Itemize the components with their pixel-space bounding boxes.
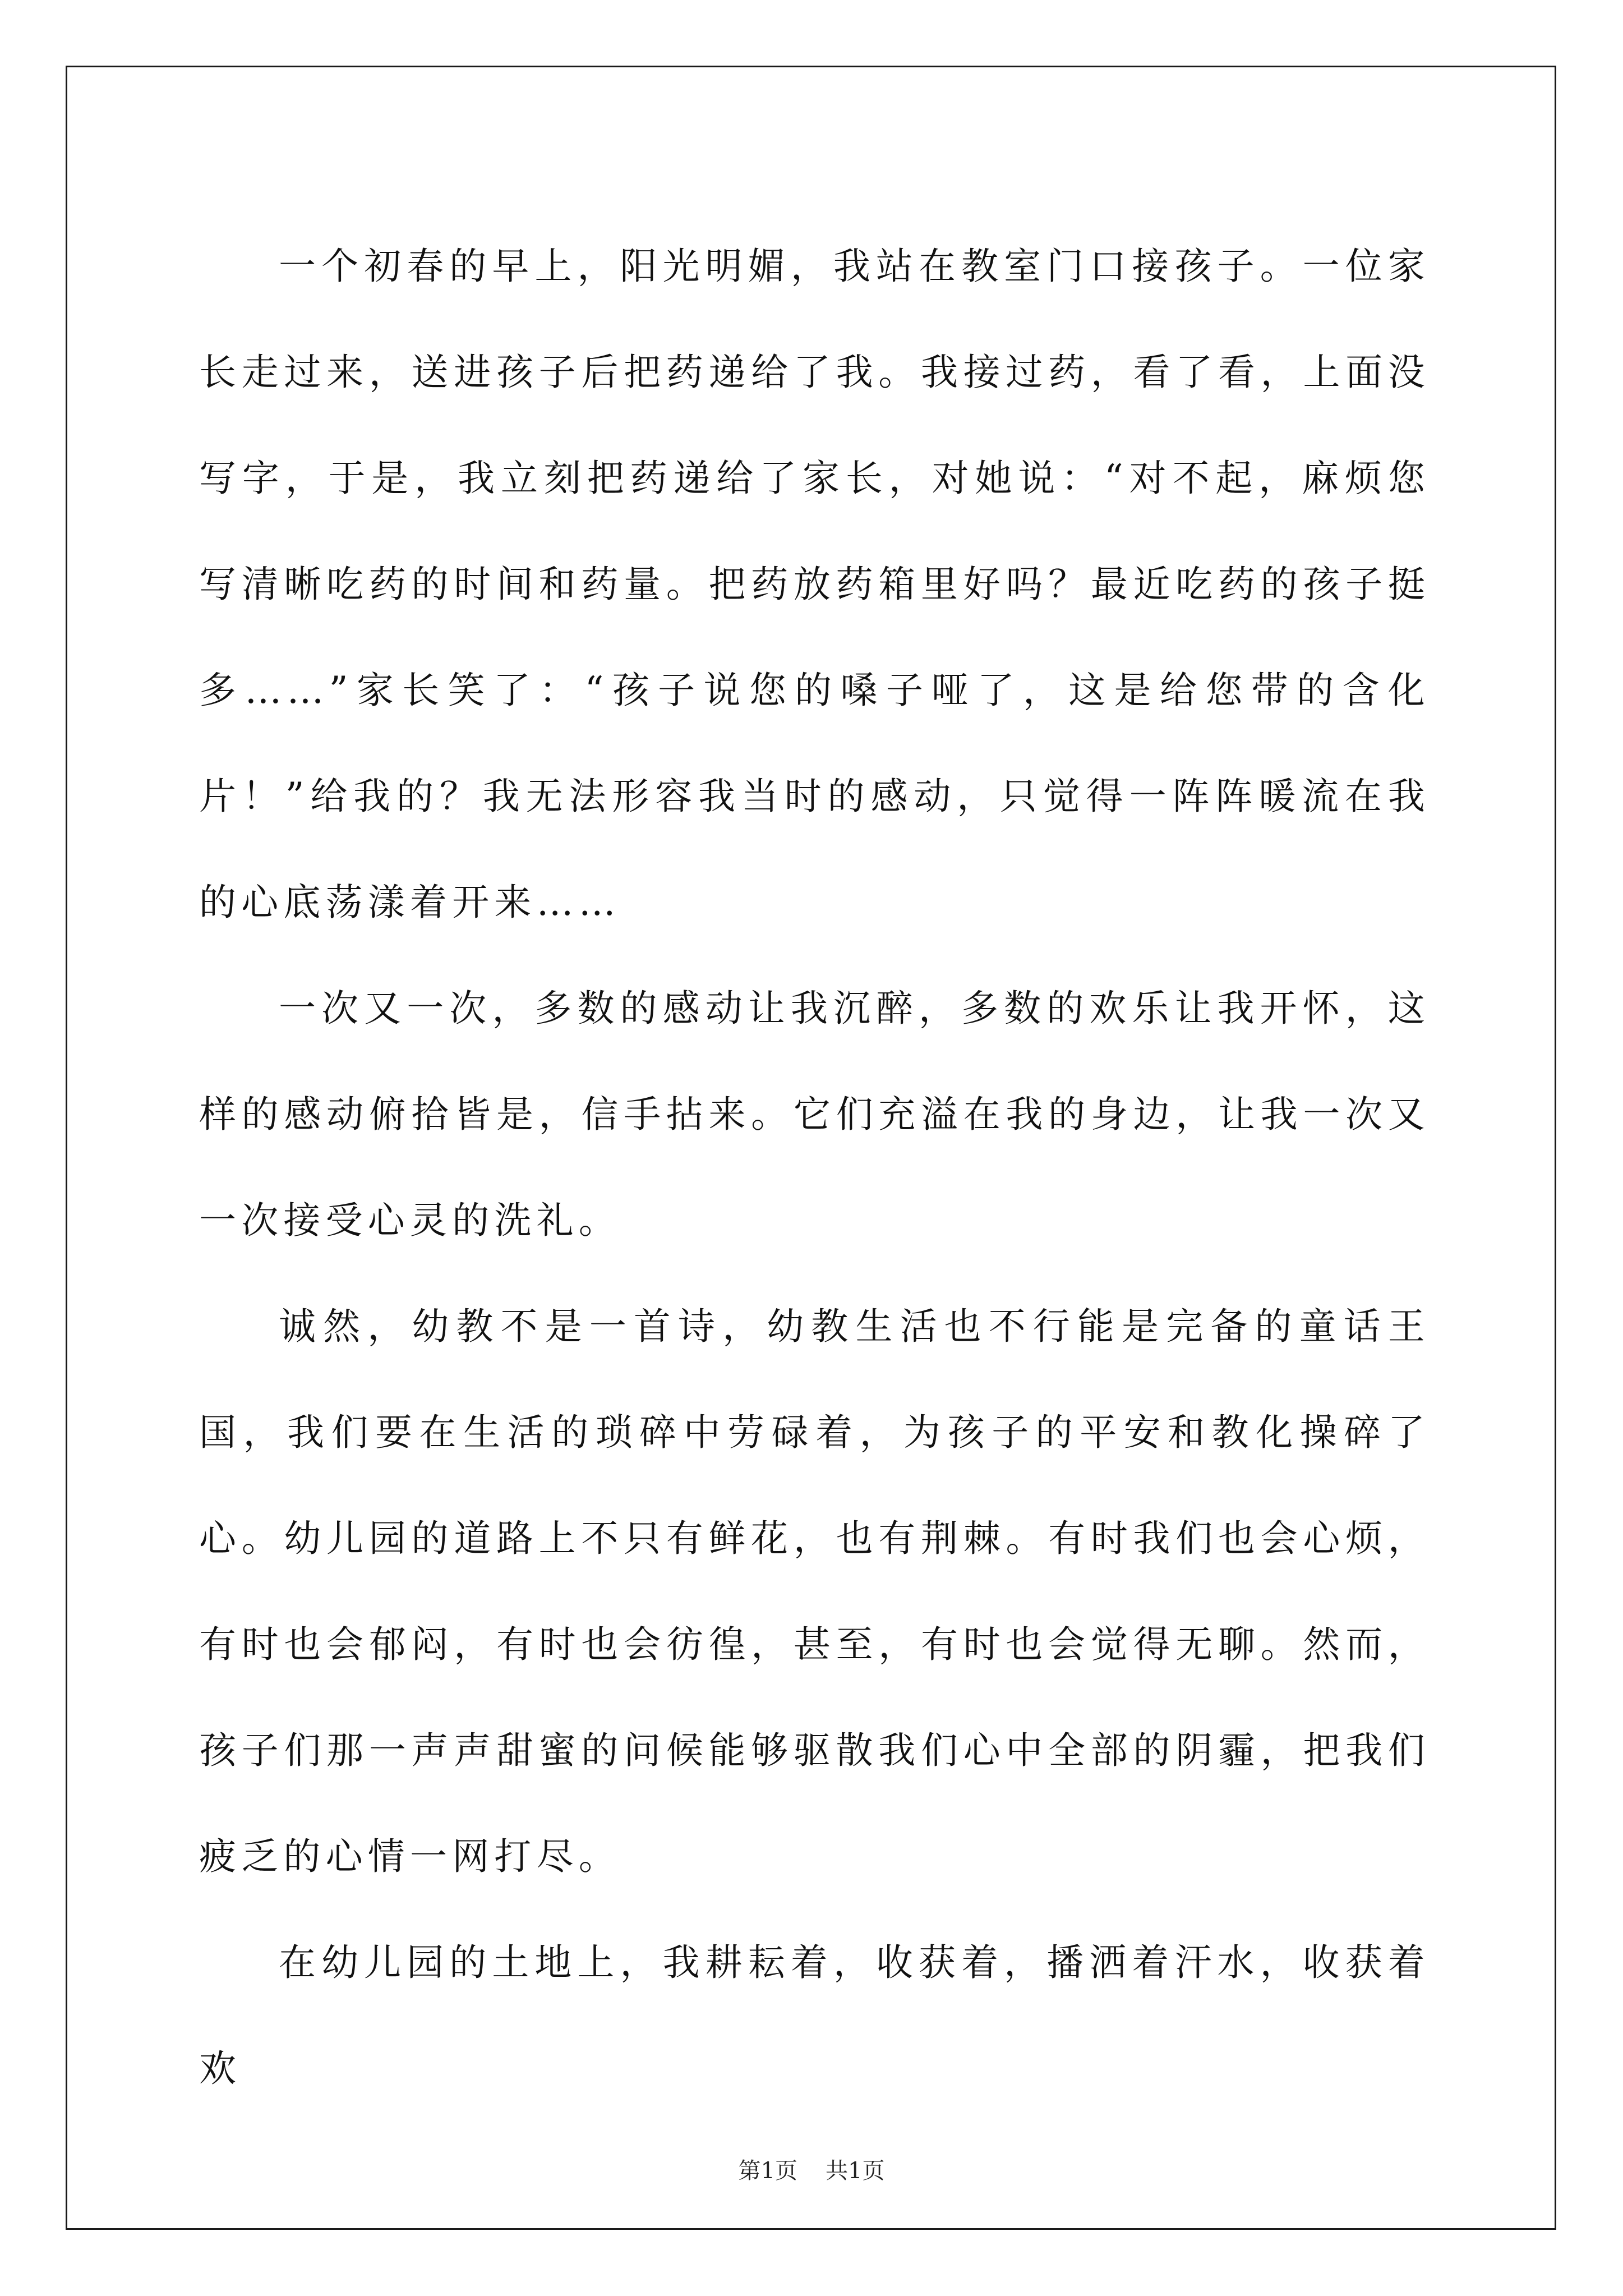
paragraph: 在幼儿园的土地上，我耕耘着，收获着，播洒着汗水，收获着欢	[199, 1941, 1430, 2090]
paragraph: 一个初春的早上，阳光明媚，我站在教室门口接孩子。一位家长走过来，送进孩子后把药递给了我。我接过药，看了看，上面没写字，于是，我立刻把药递给了家长，对她说：“对不起，麻烦您写清晰吃药的时间和药量。把药放药箱里好吗？最近吃药的孩子挺多……”家长笑了：“孩子说您的嗓子哑了，这是给您带的含化片！”给我的？我无法形容我当时的感动，只觉得一阵阵暖流在我的心底荡漾着开来……	[199, 245, 1430, 924]
page-footer	[0, 2154, 1623, 2188]
document-body	[199, 213, 1430, 2122]
paragraph: 一次又一次，多数的感动让我沉醉，多数的欢乐让我开怀，这样的感动俯拾皆是，信手拈来。它们充溢在我的身边，让我一次又一次接受心灵的洗礼。	[199, 987, 1430, 1242]
paragraph: 诚然，幼教不是一首诗，幼教生活也不行能是完备的童话王国，我们要在生活的琐碎中劳碌着，为孩子的平安和教化操碎了心。幼儿园的道路上不只有鲜花，也有荆棘。有时我们也会心烦，有时也会郁闷，有时也会彷徨，甚至，有时也会觉得无聊。然而，孩子们那一声声甜蜜的问候能够驱散我们心中全部的阴霾，把我们疲乏的心情一网打尽。	[199, 1305, 1430, 1878]
page-total: 共1页	[826, 2158, 885, 2184]
page-number: 第1页	[738, 2158, 797, 2184]
